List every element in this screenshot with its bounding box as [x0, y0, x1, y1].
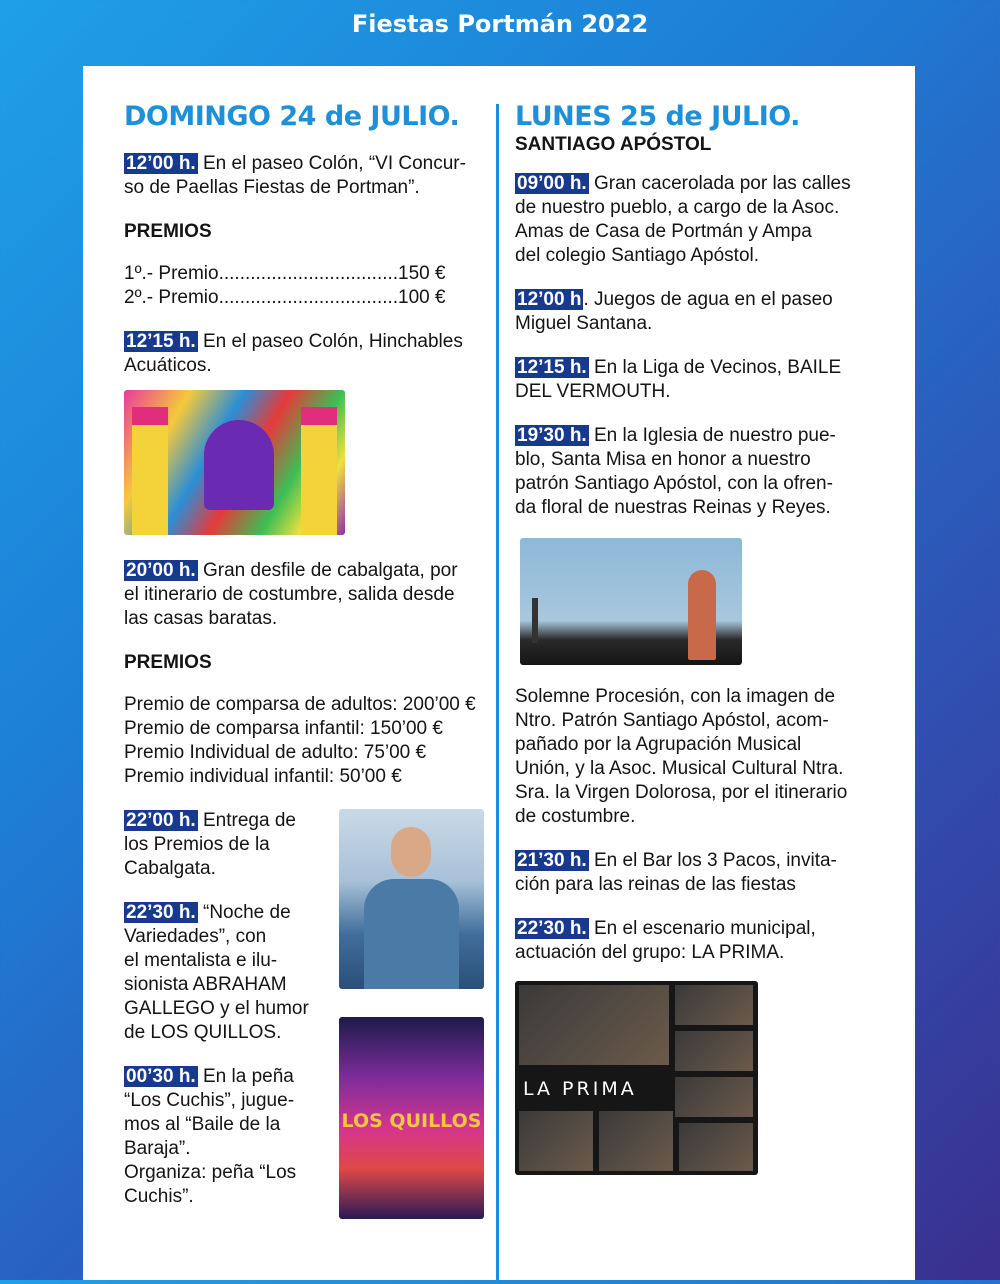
prize-line: 2º.- Premio..................................100 €: [124, 287, 446, 308]
event-text: Cuchis”.: [124, 1186, 194, 1207]
event-la-prima: [515, 917, 885, 965]
los-quillos-poster: [339, 1017, 484, 1219]
event-time: 00’30 h.: [126, 1066, 196, 1087]
event-text: “Noche de: [197, 902, 291, 923]
bouncy-castle-photo: [124, 390, 345, 535]
event-text: Amas de Casa de Portmán y Ampa: [515, 221, 812, 242]
event-time: 12’15 h.: [517, 357, 587, 378]
premios-heading: PREMIOS: [124, 221, 212, 242]
event-text: Baraja”.: [124, 1138, 191, 1159]
event-bar-pacos: [515, 849, 885, 897]
event-juegos-agua: [515, 288, 885, 336]
event-text: las casas baratas.: [124, 608, 278, 629]
event-time: 21’30 h.: [517, 850, 587, 871]
la-prima-photo: [515, 981, 758, 1175]
event-text: blo, Santa Misa en honor a nuestro: [515, 449, 811, 470]
event-text: En el escenario municipal,: [588, 918, 816, 939]
event-vermouth: [515, 356, 885, 404]
event-text: del colegio Santiago Apóstol.: [515, 245, 760, 266]
event-text: Sra. la Virgen Dolorosa, por el itinerario: [515, 782, 848, 803]
event-time: 22’00 h.: [126, 810, 196, 831]
event-text: de LOS QUILLOS.: [124, 1022, 282, 1043]
procesion-text: [515, 685, 885, 829]
event-text: GALLEGO y el humor: [124, 998, 309, 1019]
event-text: el itinerario de costumbre, salida desde: [124, 584, 455, 605]
event-time: 12’00 h.: [126, 153, 196, 174]
event-text: mos al “Baile de la: [124, 1114, 281, 1135]
event-text: “Los Cuchis”, jugue-: [124, 1090, 295, 1111]
event-cabalgata: [124, 559, 484, 631]
event-text: ción para las reinas de las fiestas: [515, 874, 796, 895]
event-cacerolada: [515, 172, 885, 268]
event-text: Unión, y la Asoc. Musical Cultural Ntra.: [515, 758, 844, 779]
event-misa: [515, 424, 885, 520]
event-hinchables: [124, 330, 484, 378]
event-time: 12’15 h.: [126, 331, 196, 352]
event-text: el mentalista e ilu-: [124, 950, 278, 971]
prize-line: Premio Individual de adulto: 75’00 €: [124, 742, 427, 763]
event-text: de nuestro pueblo, a cargo de la Asoc.: [515, 197, 840, 218]
event-time: 22’30 h.: [517, 918, 587, 939]
event-text: Entrega de: [197, 810, 296, 831]
event-text: En la peña: [197, 1066, 294, 1087]
band-name: LA PRIMA: [523, 1078, 637, 1100]
event-text: En el paseo Colón, Hinchables: [197, 331, 463, 352]
page-header-title: Fiestas Portmán 2022: [351, 10, 649, 38]
premios-heading: PREMIOS: [124, 652, 212, 673]
event-text: En la Liga de Vecinos, BAILE: [588, 357, 842, 378]
prize-line: Premio individual infantil: 50’00 €: [124, 766, 402, 787]
event-text: de costumbre.: [515, 806, 636, 827]
event-text: Variedades”, con: [124, 926, 267, 947]
column-divider: [496, 104, 499, 1284]
mentalist-photo: [339, 809, 484, 989]
cabalgata-prizes: [124, 693, 484, 789]
event-text: da floral de nuestras Reinas y Reyes.: [515, 497, 831, 518]
event-text: En la Iglesia de nuestro pue-: [588, 425, 836, 446]
event-text: Ntro. Patrón Santiago Apóstol, acom-: [515, 710, 829, 731]
event-text: Cabalgata.: [124, 858, 216, 879]
sunday-column: [124, 100, 484, 1209]
event-variedades: [124, 901, 324, 1045]
event-paella: [124, 152, 484, 200]
event-text: Organiza: peña “Los: [124, 1162, 297, 1183]
paella-prizes: [124, 262, 484, 310]
prize-line: Premio de comparsa infantil: 150’00 €: [124, 718, 443, 739]
monday-title: LUNES 25 de JULIO.: [515, 101, 800, 132]
sunday-title: DOMINGO 24 de JULIO.: [124, 101, 460, 132]
event-time: 12’00 h: [517, 289, 582, 310]
event-text: DEL VERMOUTH.: [515, 381, 671, 402]
event-text: los Premios de la: [124, 834, 270, 855]
event-baile-baraja: [124, 1065, 324, 1209]
event-text: En el paseo Colón, “VI Concur-: [197, 153, 466, 174]
program-panel: [83, 66, 915, 1280]
prize-line: 1º.- Premio..................................150 €: [124, 263, 446, 284]
monday-column: [515, 100, 885, 1175]
event-time: 20’00 h.: [126, 560, 196, 581]
event-text: so de Paellas Fiestas de Portman”.: [124, 177, 420, 198]
event-time: 19’30 h.: [517, 425, 587, 446]
poster-title: LOS QUILLOS: [341, 1110, 482, 1132]
event-text: Gran desfile de cabalgata, por: [197, 560, 458, 581]
event-text: Acuáticos.: [124, 355, 212, 376]
event-text: Solemne Procesión, con la imagen de: [515, 686, 836, 707]
event-text: pañado por la Agrupación Musical: [515, 734, 802, 755]
event-time: 22’30 h.: [126, 902, 196, 923]
event-text: actuación del grupo: LA PRIMA.: [515, 942, 785, 963]
prize-line: Premio de comparsa de adultos: 200’00 €: [124, 694, 476, 715]
evening-events: [124, 809, 484, 1209]
event-text: Gran cacerolada por las calles: [588, 173, 851, 194]
event-text: . Juegos de agua en el paseo: [583, 289, 833, 310]
santiago-statue-photo: [520, 538, 742, 665]
event-text: Miguel Santana.: [515, 313, 653, 334]
monday-subtitle: SANTIAGO APÓSTOL: [515, 134, 712, 155]
event-text: patrón Santiago Apóstol, con la ofren-: [515, 473, 833, 494]
event-text: En el Bar los 3 Pacos, invita-: [588, 850, 837, 871]
event-text: sionista ABRAHAM: [124, 974, 287, 995]
event-entrega: [124, 809, 324, 881]
event-time: 09’00 h.: [517, 173, 587, 194]
